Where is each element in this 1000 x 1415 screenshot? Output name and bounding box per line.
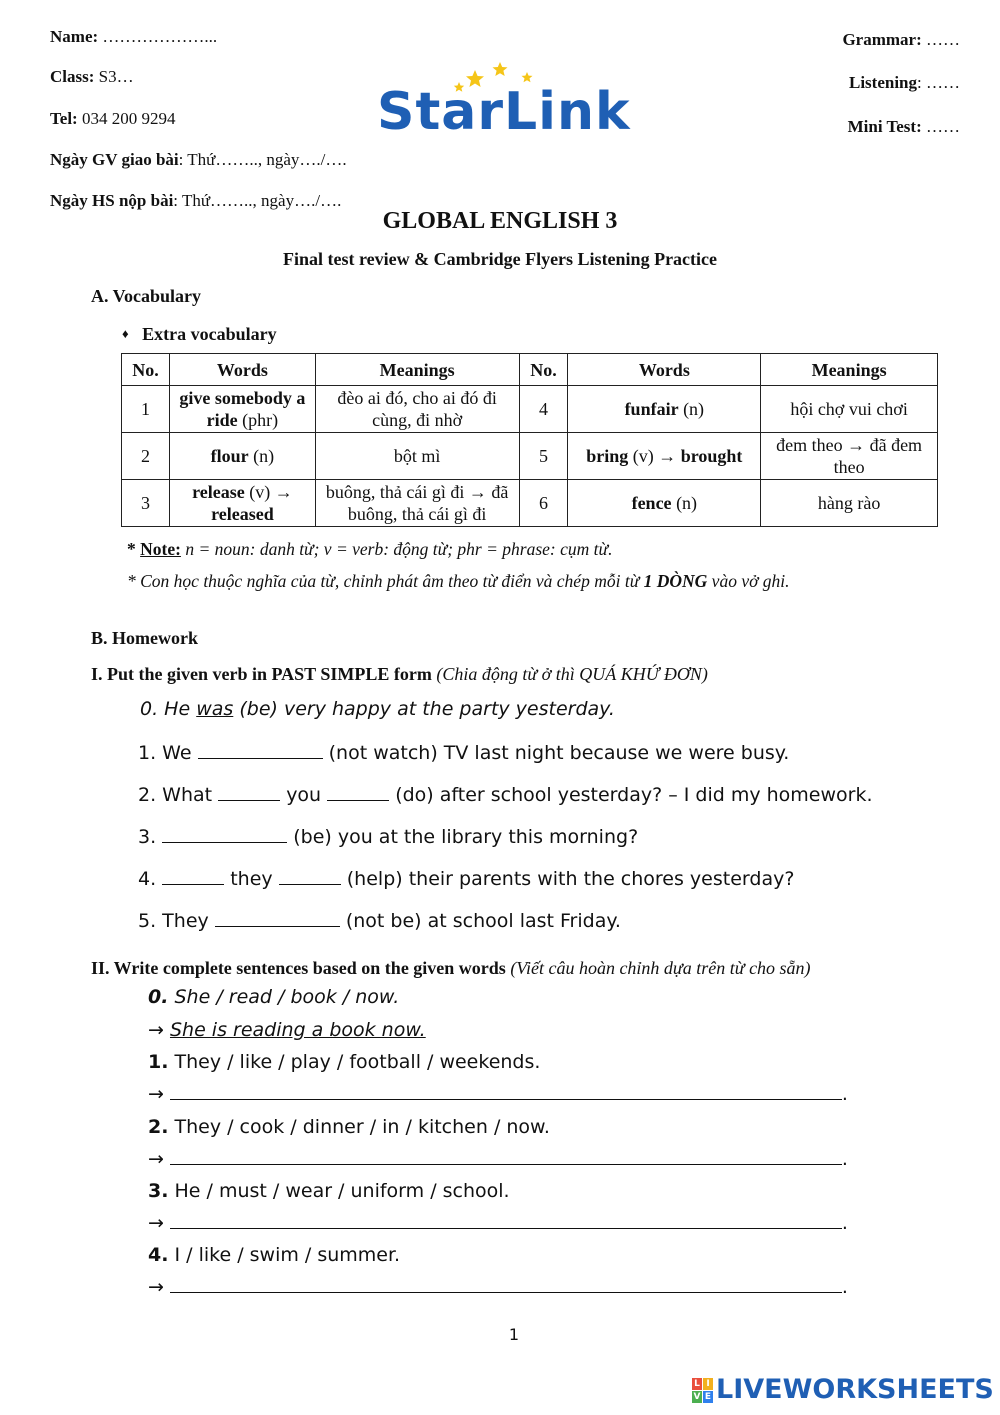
part2-item-2-prompt: 2. They / cook / dinner / in / kitchen / now. — [148, 1116, 550, 1138]
page-subtitle: Final test review & Cambridge Flyers Listening Practice — [282, 249, 718, 269]
part2-item-2-answer: → . — [148, 1148, 848, 1170]
answer-blank[interactable] — [218, 782, 280, 801]
section-b-heading: B. Homework — [91, 628, 198, 648]
header-words: Words — [568, 354, 761, 386]
note-abbreviations: * Note: n = noun: danh từ; v = verb: động từ; phr = phrase: cụm từ. — [127, 539, 613, 559]
header-no: No. — [519, 354, 568, 386]
answer-blank[interactable] — [279, 866, 341, 885]
part2-item-3-answer: → . — [148, 1212, 848, 1234]
submit-date-field: Ngày HS nộp bài: Thứ…….., ngày…./…. — [50, 191, 342, 210]
arrow-icon: → — [658, 446, 677, 466]
vocab-header-row — [122, 354, 938, 386]
liveworksheets-logo[interactable]: LIVEWORKSHEETS — [716, 1374, 994, 1405]
part1-item-5: 5. They (not be) at school last Friday. — [138, 910, 621, 932]
answer-line[interactable] — [170, 1212, 842, 1229]
cell-word: bring (v) → brought — [568, 433, 761, 480]
tel-field: Tel: 034 200 9294 — [50, 109, 176, 128]
answer-blank[interactable] — [198, 740, 323, 759]
header-meanings: Meanings — [315, 354, 519, 386]
assign-date-field: Ngày GV giao bài: Thứ…….., ngày…./…. — [50, 150, 347, 169]
logo-wordmark: StarLink — [377, 82, 631, 142]
cell-meaning: buông, thả cái gì đi → đã buông, thả cái gì đi — [315, 480, 519, 527]
part1-item-3: 3. (be) you at the library this morning? — [138, 826, 639, 848]
cell-no: 4 — [519, 386, 568, 433]
note-instruction: * Con học thuộc nghĩa của từ, chỉnh phát âm theo từ điển và chép mỗi từ 1 DÒNG vào vở ghi. — [127, 571, 790, 591]
cell-word: fence (n) — [568, 480, 761, 527]
part2-item-4-prompt: 4. I / like / swim / summer. — [148, 1244, 401, 1266]
cell-word: flour (n) — [169, 433, 315, 480]
cell-meaning: hàng rào — [761, 480, 938, 527]
table-row — [122, 386, 938, 433]
part1-heading: I. Put the given verb in PAST SIMPLE form (Chia động từ ở thì QUÁ KHỨ ĐƠN) — [91, 664, 708, 684]
cell-no: 2 — [122, 433, 170, 480]
arrow-icon: → — [148, 1019, 164, 1041]
answer-blank[interactable] — [327, 782, 389, 801]
minitest-score: Mini Test: …… — [847, 117, 960, 136]
cell-word: release (v) → released — [169, 480, 315, 527]
class-field: Class: S3… — [50, 67, 134, 86]
part2-example-answer: → She is reading a book now. — [148, 1019, 426, 1041]
page-number: 1 — [508, 1325, 520, 1344]
listening-score: Listening: …… — [848, 73, 960, 92]
cell-word: funfair (n) — [568, 386, 761, 433]
answer-line[interactable] — [170, 1276, 842, 1293]
part1-item-4: 4. they (help) their parents with the chores yesterday? — [138, 868, 795, 890]
cell-no: 6 — [519, 480, 568, 527]
starlink-logo — [375, 60, 631, 145]
part2-example-prompt: 0. She / read / book / now. — [148, 986, 400, 1008]
answer-blank[interactable] — [162, 866, 224, 885]
part1-item-1: 1. We (not watch) TV last night because we were busy. — [138, 742, 790, 764]
header-meanings: Meanings — [761, 354, 938, 386]
cell-no: 3 — [122, 480, 170, 527]
name-field: Name: ………………... — [50, 27, 218, 46]
cell-no: 1 — [122, 386, 170, 433]
section-a-heading: A. Vocabulary — [91, 286, 202, 306]
cell-no: 5 — [519, 433, 568, 480]
vocab-table — [121, 353, 938, 527]
answer-blank[interactable] — [215, 908, 340, 927]
cell-meaning: bột mì — [315, 433, 519, 480]
cell-word: give somebody a ride (phr) — [169, 386, 315, 433]
arrow-icon: → — [148, 1083, 164, 1105]
cell-meaning: hội chợ vui chơi — [761, 386, 938, 433]
answer-blank[interactable] — [162, 824, 287, 843]
table-row — [122, 433, 938, 480]
arrow-icon: → — [148, 1276, 164, 1298]
part1-item-2: 2. What you (do) after school yesterday? – I did my homework. — [138, 784, 873, 806]
cell-meaning: đem theo → đã đem theo — [761, 433, 938, 480]
header-no: No. — [122, 354, 170, 386]
answer-line[interactable] — [170, 1083, 842, 1100]
arrow-icon: → — [274, 482, 293, 502]
grammar-score: Grammar: …… — [842, 30, 960, 49]
cell-meaning: đèo ai đó, cho ai đó đi cùng, đi nhờ — [315, 386, 519, 433]
answer-line[interactable] — [170, 1148, 842, 1165]
arrow-icon: → — [148, 1148, 164, 1170]
part2-item-3-prompt: 3. He / must / wear / uniform / school. — [148, 1180, 510, 1202]
liveworksheets-badge-icon: L I V E — [693, 1379, 712, 1402]
table-row — [122, 480, 938, 527]
arrow-icon: → — [148, 1212, 164, 1234]
page-title: GLOBAL ENGLISH 3 — [382, 208, 618, 234]
part1-example: 0. He was (be) very happy at the party yesterday. — [140, 698, 615, 720]
part2-item-1-prompt: 1. They / like / play / football / weekends. — [148, 1051, 541, 1073]
part2-item-4-answer: → . — [148, 1276, 848, 1298]
part2-heading: II. Write complete sentences based on the given words (Viết câu hoàn chỉnh dựa trên từ cho sẵn) — [91, 958, 811, 978]
diamond-bullet-icon: ♦ — [122, 326, 129, 341]
extra-vocab-heading: ♦ Extra vocabulary — [122, 324, 277, 344]
header-words: Words — [169, 354, 315, 386]
part2-item-1-answer: → . — [148, 1083, 848, 1105]
